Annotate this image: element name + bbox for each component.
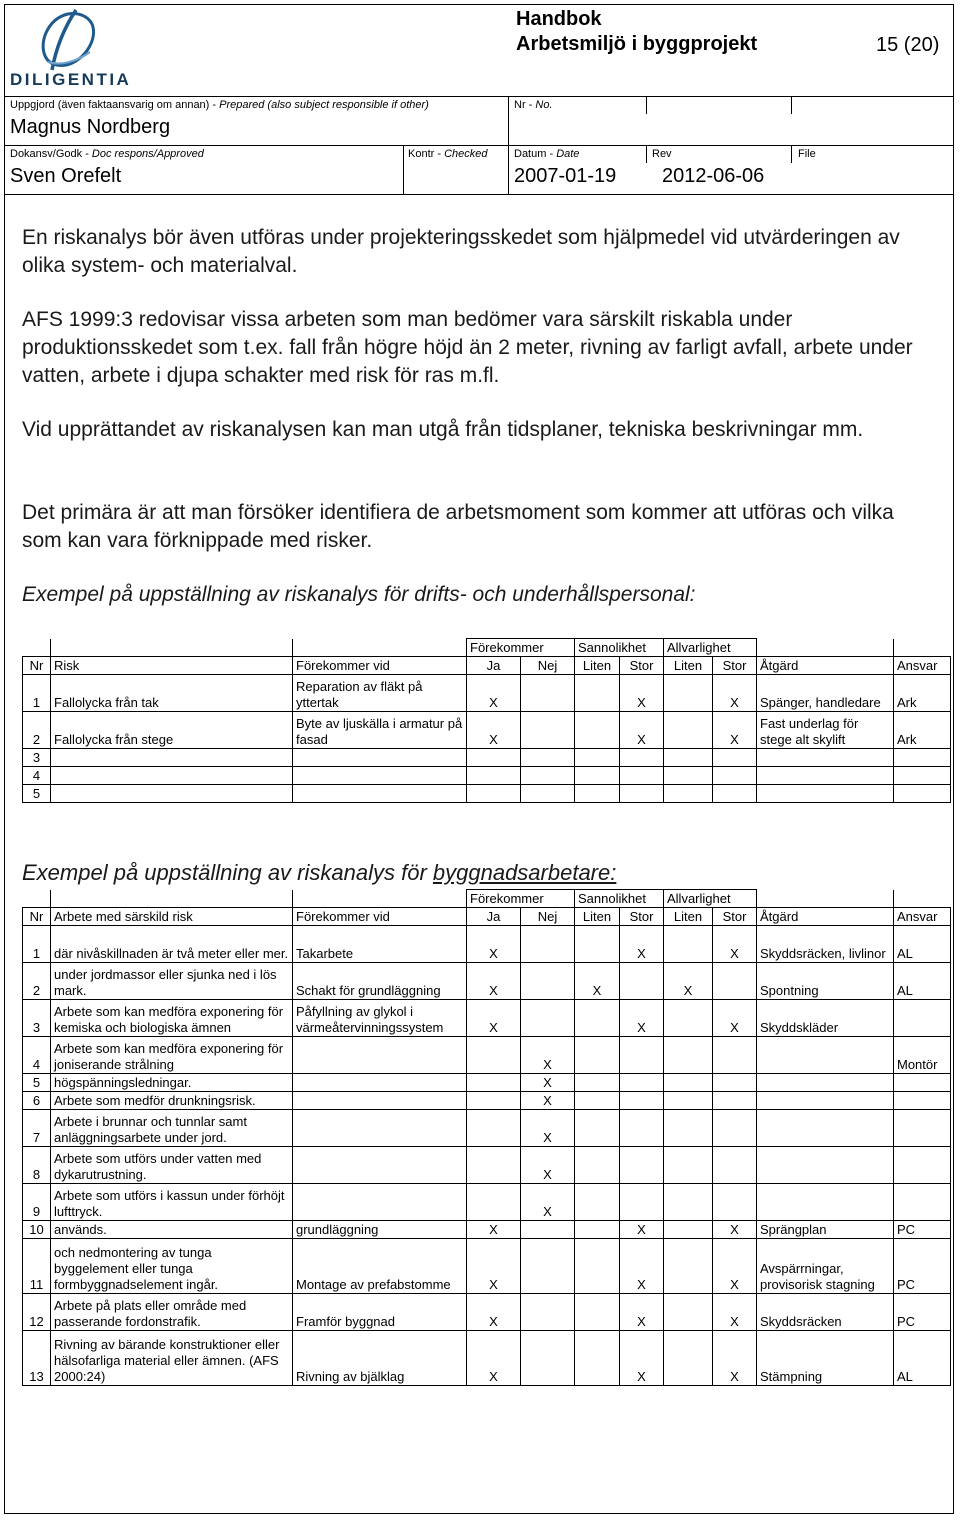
column-header: Åtgärd (757, 657, 894, 675)
table-cell (713, 1037, 757, 1074)
table-cell: X (620, 1239, 664, 1294)
table-cell (757, 785, 894, 803)
table-cell: Ark (894, 675, 951, 712)
table-cell: X (620, 1331, 664, 1386)
table-cell (575, 1000, 620, 1037)
table-row (23, 963, 951, 1000)
table-cell (467, 1092, 521, 1110)
table-cell: 12 (23, 1294, 51, 1331)
table-cell: 5 (23, 785, 51, 803)
table-cell: Avspärrningar, provisorisk stagning (757, 1239, 894, 1294)
table-cell: Montör (894, 1037, 951, 1074)
table-cell: 4 (23, 767, 51, 785)
table-cell: Reparation av fläkt på yttertak (293, 675, 467, 712)
section-title-maintenance: Exempel på uppställning av riskanalys för drifts- och underhållspersonal: (22, 583, 696, 606)
table-cell (467, 1037, 521, 1074)
table-cell (620, 1147, 664, 1184)
table-cell: Skyddsräcken (757, 1294, 894, 1331)
table-cell (894, 1092, 951, 1110)
table-cell: 8 (23, 1147, 51, 1184)
table-cell (575, 767, 620, 785)
table-cell: Påfyllning av glykol i värmeåtervinningssystem (293, 1000, 467, 1037)
table-cell (575, 1221, 620, 1239)
table-cell: 1 (23, 926, 51, 963)
table-cell (664, 1147, 713, 1184)
group-forekommer: Förekommer (467, 639, 575, 657)
table-cell: PC (894, 1239, 951, 1294)
section-title-construction: Exempel på uppställning av riskanalys för byggnadsarbetare: (22, 860, 617, 885)
table-cell (894, 1184, 951, 1221)
table-cell: Skyddsräcken, livlinor (757, 926, 894, 963)
table-cell (757, 1184, 894, 1221)
table-cell: 4 (23, 1037, 51, 1074)
table-cell (293, 767, 467, 785)
table-cell: 10 (23, 1221, 51, 1239)
table-cell: X (575, 963, 620, 1000)
table-cell: Arbete som utförs under vatten med dykarutrustning. (51, 1147, 293, 1184)
table-cell: X (713, 1239, 757, 1294)
table-cell: X (467, 675, 521, 712)
table-cell: X (521, 1074, 575, 1092)
table-cell: X (467, 712, 521, 749)
table-row (23, 767, 951, 785)
column-header: Stor (620, 657, 664, 675)
table-cell: X (713, 1221, 757, 1239)
table-cell: används. (51, 1221, 293, 1239)
table-cell (664, 1221, 713, 1239)
file-label: File (798, 148, 816, 160)
table-cell (467, 1184, 521, 1221)
table-cell: 5 (23, 1074, 51, 1092)
column-header: Liten (664, 657, 713, 675)
column-header: Arbete med särskild risk (51, 908, 293, 926)
table-row (23, 1239, 951, 1294)
table-cell: Schakt för grundläggning (293, 963, 467, 1000)
table-row (23, 1110, 951, 1147)
table-cell (51, 767, 293, 785)
table-cell (664, 712, 713, 749)
paragraph-1: En riskanalys bör även utföras under projekteringsskedet som hjälpmedel vid utvärderingen av olika system- och materialval. (22, 226, 900, 277)
table-cell (757, 1147, 894, 1184)
table-cell: PC (894, 1294, 951, 1331)
table-cell (575, 1037, 620, 1074)
column-header: Ansvar (894, 908, 951, 926)
table-cell: där nivåskillnaden är två meter eller mer. (51, 926, 293, 963)
column-header: Åtgärd (757, 908, 894, 926)
column-header: Liten (575, 657, 620, 675)
table-cell (664, 1092, 713, 1110)
table-cell (467, 749, 521, 767)
table-cell (713, 1147, 757, 1184)
date-value: 2007-01-19 (514, 165, 617, 187)
table-row (23, 1147, 951, 1184)
table-row (23, 712, 951, 749)
table-cell (293, 1037, 467, 1074)
table-cell: X (467, 926, 521, 963)
table-cell: 9 (23, 1184, 51, 1221)
column-header: Stor (620, 908, 664, 926)
table-cell: 2 (23, 963, 51, 1000)
table-cell: Spänger, handledare (757, 675, 894, 712)
table-cell (521, 963, 575, 1000)
table-row (23, 749, 951, 767)
table-cell (757, 1037, 894, 1074)
table-cell: 3 (23, 749, 51, 767)
table-cell: X (467, 963, 521, 1000)
table-cell (713, 749, 757, 767)
risk-table-maintenance (22, 638, 951, 803)
column-header: Stor (713, 657, 757, 675)
table-cell: under jordmassor eller sjunka ned i lös mark. (51, 963, 293, 1000)
table-cell: 1 (23, 675, 51, 712)
table-cell (521, 926, 575, 963)
table-cell (894, 767, 951, 785)
column-header: Nej (521, 657, 575, 675)
table-cell (664, 1037, 713, 1074)
table-cell (521, 1331, 575, 1386)
table-cell (620, 1184, 664, 1221)
table-cell: X (521, 1037, 575, 1074)
group-allvarlighet: Allvarlighet (664, 890, 757, 908)
table-row (23, 926, 951, 963)
table-cell (467, 1147, 521, 1184)
table-cell (620, 1092, 664, 1110)
table-row (23, 675, 951, 712)
table-cell (620, 1110, 664, 1147)
table-header-row (23, 908, 951, 926)
table-cell (293, 1092, 467, 1110)
table-cell (521, 1294, 575, 1331)
table-cell (620, 1074, 664, 1092)
table-cell: X (620, 926, 664, 963)
table-cell: X (467, 1221, 521, 1239)
table-cell (757, 767, 894, 785)
paragraph-2: AFS 1999:3 redovisar vissa arbeten som man bedömer vara särskilt riskabla under produktionsskedet som t.ex. fall från högre höjd än 2 meter, rivning av farligt avfall, arbete under vatten, arbete i djupa schakter med risk för ras m.fl. (22, 308, 913, 387)
table-cell (894, 1074, 951, 1092)
table-cell (894, 1110, 951, 1147)
table-row (23, 1037, 951, 1074)
date-label: Datum - Date (514, 148, 580, 160)
table-cell (713, 1074, 757, 1092)
table-cell: Takarbete (293, 926, 467, 963)
table-cell: X (467, 1239, 521, 1294)
column-header: Risk (51, 657, 293, 675)
table-cell (664, 1331, 713, 1386)
table-cell (575, 1074, 620, 1092)
table-cell (894, 1000, 951, 1037)
column-header: Förekommer vid (293, 908, 467, 926)
page-number: 15 (20) (876, 34, 940, 56)
table-cell (293, 1110, 467, 1147)
table-cell (664, 749, 713, 767)
table-cell (713, 785, 757, 803)
column-header: Ansvar (894, 657, 951, 675)
table-cell (713, 963, 757, 1000)
table-cell: Arbete som kan medföra exponering för joniserande strålning (51, 1037, 293, 1074)
column-header: Ja (467, 908, 521, 926)
table-cell: 13 (23, 1331, 51, 1386)
doc-title-line1: Handbok (516, 8, 602, 30)
table-cell: Rivning av bärande konstruktioner eller hälsofarliga material eller ämnen. (AFS 2000:24) (51, 1331, 293, 1386)
table-cell: X (467, 1000, 521, 1037)
table-cell (521, 1239, 575, 1294)
table-row (23, 1221, 951, 1239)
table-cell (51, 749, 293, 767)
column-header: Liten (575, 908, 620, 926)
table-cell (664, 1294, 713, 1331)
group-allvarlighet: Allvarlighet (664, 639, 757, 657)
table-row (23, 1000, 951, 1037)
table-cell (575, 1092, 620, 1110)
table-cell (467, 1110, 521, 1147)
prepared-label: Uppgjord (även faktaansvarig om annan) - Prepared (also subject responsible if other) (10, 99, 429, 111)
column-header: Nej (521, 908, 575, 926)
paragraph-3: Vid upprättandet av riskanalysen kan man utgå från tidsplaner, tekniska beskrivningar mm. (22, 418, 864, 441)
risk-table-construction (22, 889, 951, 1386)
table-cell: Rivning av bjälklag (293, 1331, 467, 1386)
table-cell (757, 749, 894, 767)
table-cell: PC (894, 1221, 951, 1239)
table-cell (575, 1110, 620, 1147)
table-cell (894, 1147, 951, 1184)
table-row (23, 1294, 951, 1331)
table-cell (467, 767, 521, 785)
table-cell: X (620, 1221, 664, 1239)
table-row (23, 1092, 951, 1110)
table-cell: Arbete som utförs i kassun under förhöjt lufttryck. (51, 1184, 293, 1221)
table-cell: högspänningsledningar. (51, 1074, 293, 1092)
table-cell (521, 749, 575, 767)
table-cell (894, 785, 951, 803)
column-header: Förekommer vid (293, 657, 467, 675)
table-cell: 2 (23, 712, 51, 749)
table-cell (664, 767, 713, 785)
table-cell (293, 1147, 467, 1184)
table-cell (620, 963, 664, 1000)
table-cell (664, 1074, 713, 1092)
table-row (23, 1184, 951, 1221)
table-cell: Sprängplan (757, 1221, 894, 1239)
nr-label: Nr - No. (514, 99, 553, 111)
table-cell (467, 1074, 521, 1092)
table-cell: X (713, 1331, 757, 1386)
table-cell: AL (894, 1331, 951, 1386)
approved-name: Sven Orefelt (10, 165, 122, 187)
table-cell: Fallolycka från stege (51, 712, 293, 749)
table-cell (521, 1000, 575, 1037)
table-cell (620, 1037, 664, 1074)
table-cell (713, 1184, 757, 1221)
table-cell (293, 785, 467, 803)
column-header: Nr (23, 908, 51, 926)
table-cell (757, 1074, 894, 1092)
table-row (23, 1331, 951, 1386)
table-cell (575, 1331, 620, 1386)
table-cell (713, 1110, 757, 1147)
table-cell (620, 749, 664, 767)
table-cell: AL (894, 926, 951, 963)
table-cell: Ark (894, 712, 951, 749)
table-cell (575, 712, 620, 749)
table-cell (575, 1184, 620, 1221)
rev-label: Rev (652, 148, 672, 160)
table-cell: 11 (23, 1239, 51, 1294)
table-cell (894, 749, 951, 767)
table-cell: Arbete i brunnar och tunnlar samt anläggningsarbete under jord. (51, 1110, 293, 1147)
group-sannolikhet: Sannolikhet (575, 639, 664, 657)
table-cell (664, 926, 713, 963)
table-cell (521, 712, 575, 749)
table-cell (713, 1092, 757, 1110)
table-cell: 3 (23, 1000, 51, 1037)
table-cell: X (713, 926, 757, 963)
table-cell (575, 1294, 620, 1331)
table-cell: X (713, 1294, 757, 1331)
table-cell: X (467, 1294, 521, 1331)
group-forekommer: Förekommer (467, 890, 575, 908)
table-cell (575, 1239, 620, 1294)
column-header: Stor (713, 908, 757, 926)
table-cell (521, 785, 575, 803)
table-cell: Stämpning (757, 1331, 894, 1386)
table-cell (575, 749, 620, 767)
table-cell: X (713, 675, 757, 712)
table-cell: AL (894, 963, 951, 1000)
table-cell: X (620, 1000, 664, 1037)
table-cell: X (620, 675, 664, 712)
table-cell (664, 1000, 713, 1037)
table-row (23, 1074, 951, 1092)
prepared-name: Magnus Nordberg (10, 116, 171, 138)
table-cell (664, 1110, 713, 1147)
table-cell: X (467, 1331, 521, 1386)
table-cell (620, 785, 664, 803)
table-cell: X (521, 1147, 575, 1184)
table-cell (521, 1221, 575, 1239)
table-cell (293, 1074, 467, 1092)
paragraph-4: Det primära är att man försöker identifiera de arbetsmoment som kommer att utföras och vilka som kan vara förknippade med risker. (22, 501, 894, 552)
table-row (23, 785, 951, 803)
table-cell (293, 749, 467, 767)
table-cell (575, 926, 620, 963)
table-cell (575, 785, 620, 803)
table-header-row (23, 657, 951, 675)
table-cell (664, 1239, 713, 1294)
doc-title-line2: Arbetsmiljö i byggprojekt (516, 33, 758, 55)
table-cell: Fallolycka från tak (51, 675, 293, 712)
table-cell: Arbete som kan medföra exponering för kemiska och biologiska ämnen (51, 1000, 293, 1037)
table-cell (757, 1092, 894, 1110)
table-cell: Skyddskläder (757, 1000, 894, 1037)
table-cell: Framför byggnad (293, 1294, 467, 1331)
table-cell: 6 (23, 1092, 51, 1110)
table-cell: X (713, 712, 757, 749)
table-cell (620, 767, 664, 785)
table-cell: X (521, 1184, 575, 1221)
table-cell (521, 767, 575, 785)
logo-text: DILIGENTIA (10, 70, 132, 89)
table-cell: X (713, 1000, 757, 1037)
table-cell: X (664, 963, 713, 1000)
approved-label: Dokansv/Godk - Doc respons/Approved (10, 148, 204, 160)
table-cell (575, 1147, 620, 1184)
table-cell (293, 1184, 467, 1221)
table-cell (521, 675, 575, 712)
table-cell: Spontning (757, 963, 894, 1000)
column-header: Liten (664, 908, 713, 926)
table-cell: Fast underlag för stege alt skylift (757, 712, 894, 749)
table-cell: Montage av prefabstomme (293, 1239, 467, 1294)
table-cell (713, 767, 757, 785)
table-cell (575, 675, 620, 712)
table-cell (664, 675, 713, 712)
table-cell: X (620, 1294, 664, 1331)
table-cell: Byte av ljuskälla i armatur på fasad (293, 712, 467, 749)
rev-value: 2012-06-06 (662, 165, 765, 187)
group-sannolikhet: Sannolikhet (575, 890, 664, 908)
table-cell (757, 1110, 894, 1147)
table-cell: X (620, 712, 664, 749)
table-cell (664, 1184, 713, 1221)
column-header: Ja (467, 657, 521, 675)
table-cell (664, 785, 713, 803)
table-cell: 7 (23, 1110, 51, 1147)
table-cell: grundläggning (293, 1221, 467, 1239)
table-cell: X (521, 1092, 575, 1110)
table-cell: X (521, 1110, 575, 1147)
table-cell: och nedmontering av tunga byggelement eller tunga formbyggnadselement ingår. (51, 1239, 293, 1294)
table-cell: Arbete på plats eller område med passerande fordonstrafik. (51, 1294, 293, 1331)
table-cell (51, 785, 293, 803)
column-header: Nr (23, 657, 51, 675)
checked-label: Kontr - Checked (408, 148, 488, 160)
table-cell: Arbete som medför drunkningsrisk. (51, 1092, 293, 1110)
table-cell (467, 785, 521, 803)
